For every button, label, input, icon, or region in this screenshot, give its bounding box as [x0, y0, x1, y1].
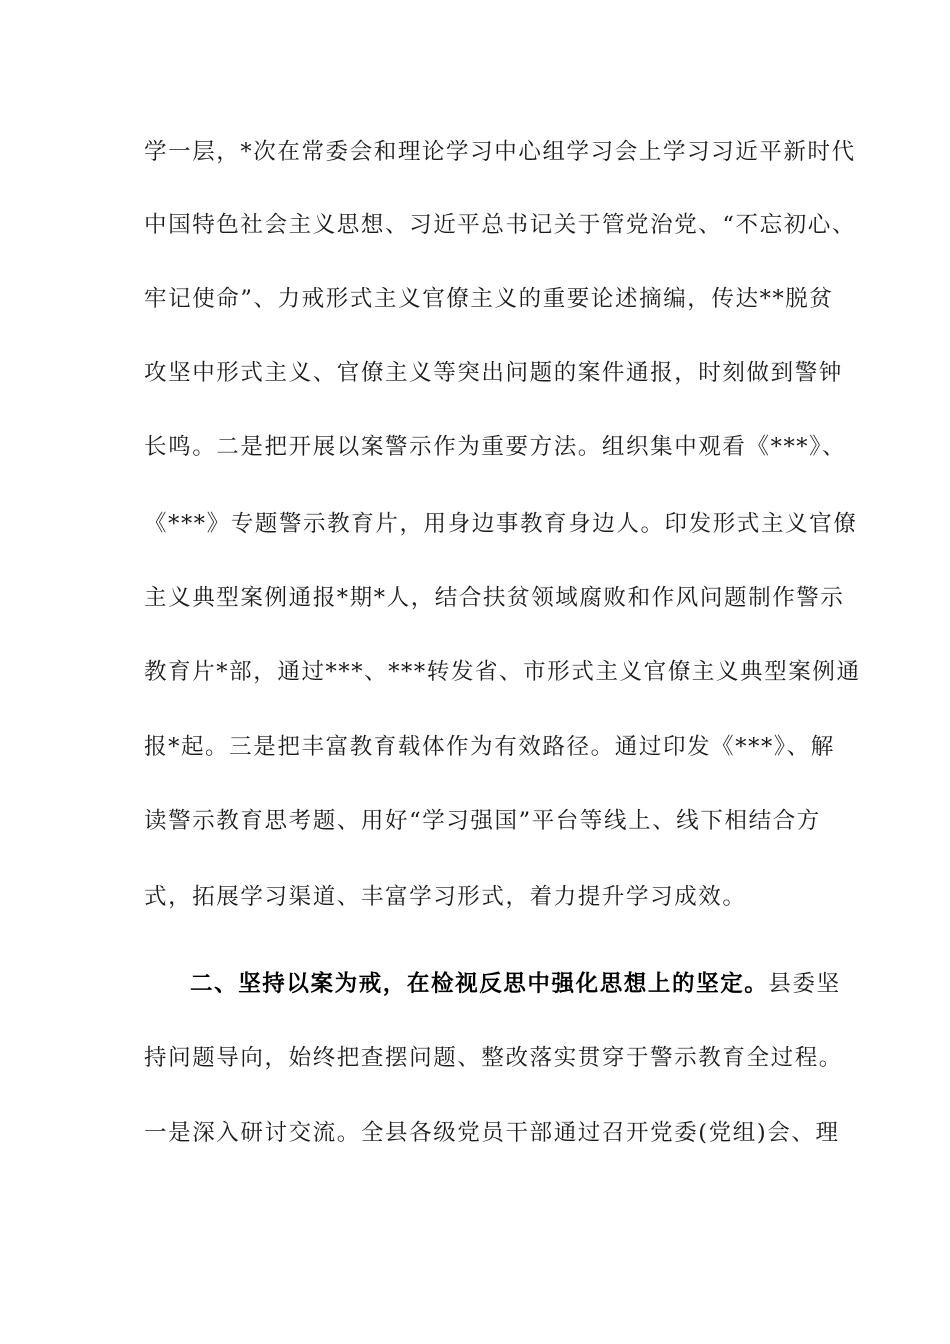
paragraph-line: 攻坚中形式主义、官僚主义等突出问题的案件通报，时刻做到警钟	[144, 360, 843, 386]
heading-line-continuation: 县委坚	[768, 971, 841, 997]
section-heading: 二、坚持以案为戒，在检视反思中强化思想上的坚定。	[190, 971, 769, 997]
paragraph-line: 读警示教育思考题、用好“学习强国”平台等线上、线下相结合方	[144, 808, 821, 834]
paragraph-line: 主义典型案例通报*期*人，结合扶贫领域腐败和作风问题制作警示	[144, 585, 845, 611]
paragraph-line: 《***》专题警示教育片，用身边事教育身边人。印发形式主义官僚	[144, 511, 858, 537]
paragraph-line: 长鸣。二是把开展以案警示作为重要方法。组织集中观看《***》、	[144, 434, 847, 460]
paragraph-line: 一是深入研讨交流。全县各级党员干部通过召开党委(党组)会、理	[144, 1120, 840, 1146]
paragraph-line: 报*起。三是把丰富教育载体作为有效路径。通过印发《***》、解	[144, 734, 835, 760]
paragraph-line: 中国特色社会主义思想、习近平总书记关于管党治党、“不忘初心、	[144, 212, 857, 238]
paragraph-line: 持问题导向，始终把查摆问题、整改落实贯穿于警示教育全过程。	[144, 1045, 843, 1071]
paragraph-line: 学一层，*次在常委会和理论学习中心组学习会上学习习近平新时代	[144, 139, 856, 165]
paragraph-line: 牢记使命”、力戒形式主义官僚主义的重要论述摘编，传达**脱贫	[144, 286, 834, 312]
paragraph-line: 式，拓展学习渠道、丰富学习形式，着力提升学习成效。	[144, 884, 747, 910]
paragraph-line: 教育片*部，通过***、***转发省、市形式主义官僚主义典型案例通	[144, 659, 861, 685]
section-heading-line	[190, 964, 841, 1004]
